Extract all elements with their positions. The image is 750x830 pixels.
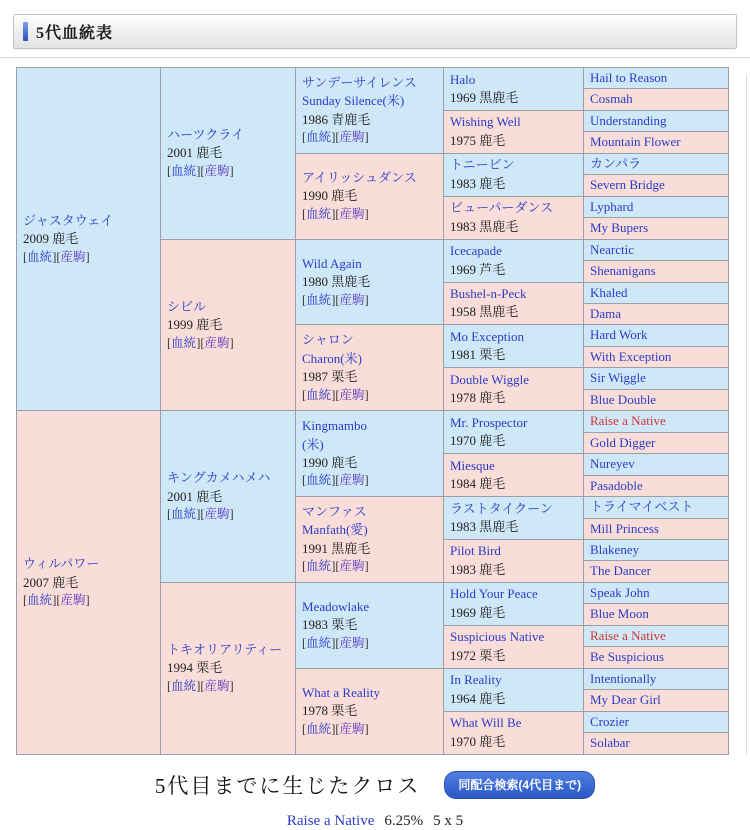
pedigree-cell-gen4-16 bbox=[444, 711, 584, 754]
offspring-link[interactable]: 産駒 bbox=[339, 130, 365, 145]
horse-link[interactable]: Blue Double bbox=[590, 391, 657, 407]
cell-links: [血統][産駒] bbox=[167, 678, 234, 693]
pedigree-cell-gen5-25 bbox=[584, 582, 729, 603]
pedigree-cell-gen5-3 bbox=[584, 110, 729, 131]
pedigree-cell-gen4-4 bbox=[444, 196, 584, 239]
horse-link[interactable]: Intentionally bbox=[590, 670, 657, 686]
birth-year-coat: 1990 鹿毛 bbox=[302, 188, 358, 204]
cross-section bbox=[0, 770, 750, 800]
offspring-link[interactable]: 産駒 bbox=[339, 559, 365, 574]
horse-link[interactable]: Pasadoble bbox=[590, 477, 643, 493]
horse-link[interactable]: Blakeney bbox=[590, 541, 640, 557]
horse-link[interactable]: マンファス bbox=[302, 503, 367, 519]
pedigree-cell-gen4-13 bbox=[444, 582, 584, 625]
pedigree-cell-gen4-15 bbox=[444, 668, 584, 711]
birth-year-coat: 1980 黒鹿毛 bbox=[302, 274, 371, 290]
offspring-link[interactable]: 産駒 bbox=[339, 292, 365, 307]
offspring-link[interactable]: 産駒 bbox=[339, 473, 365, 488]
horse-link[interactable]: サンデーサイレンス bbox=[302, 74, 417, 90]
horse-link[interactable]: ハーツクライ bbox=[167, 126, 244, 142]
birth-year-coat: 1958 黒鹿毛 bbox=[450, 304, 519, 320]
pedigree-cell-gen5-27 bbox=[584, 625, 729, 646]
horse-link[interactable]: シャロン bbox=[302, 332, 354, 348]
pedigree-cell-gen1-1 bbox=[17, 68, 161, 411]
pedigree-cell-gen5-32 bbox=[584, 733, 729, 754]
horse-link[interactable]: Suspicious Native bbox=[450, 629, 545, 645]
blood-link[interactable]: 血統 bbox=[306, 292, 332, 307]
page-right-divider bbox=[746, 74, 747, 754]
cell-links: [血統][産駒] bbox=[302, 130, 369, 145]
offspring-link[interactable]: 産駒 bbox=[339, 635, 365, 650]
birth-year-coat: 1975 鹿毛 bbox=[450, 132, 506, 148]
birth-year-coat: 1986 青鹿毛 bbox=[302, 111, 371, 127]
horse-link[interactable]: Wishing Well bbox=[450, 114, 521, 130]
birth-year-coat: 1990 鹿毛 bbox=[302, 455, 358, 470]
horse-link-secondary[interactable]: Manfath(愛) bbox=[302, 522, 368, 538]
pedigree-cell-gen5-31 bbox=[584, 711, 729, 732]
pedigree-cell-gen5-7 bbox=[584, 196, 729, 217]
horse-link[interactable]: Severn Bridge bbox=[590, 177, 665, 193]
pedigree-cell-gen1-2 bbox=[17, 411, 161, 754]
pedigree-cell-gen5-10 bbox=[584, 261, 729, 282]
horse-link[interactable]: トニービン bbox=[450, 157, 515, 173]
cross-percent: 6.25% bbox=[384, 812, 424, 829]
pedigree-cell-gen5-21 bbox=[584, 497, 729, 518]
horse-link[interactable]: ラストタイクーン bbox=[450, 500, 553, 516]
horse-link[interactable]: What Will Be bbox=[450, 715, 522, 731]
horse-link[interactable]: Bushel-n-Peck bbox=[450, 286, 527, 302]
horse-link-secondary[interactable]: Sunday Silence(米) bbox=[302, 93, 405, 109]
horse-link[interactable]: Raise a Native bbox=[590, 627, 666, 643]
horse-link[interactable]: In Reality bbox=[450, 672, 502, 688]
birth-year-coat: 1981 栗毛 bbox=[450, 347, 506, 363]
horse-link[interactable]: Hail to Reason bbox=[590, 70, 668, 85]
cell-links: [血統][産駒] bbox=[302, 473, 369, 488]
horse-link[interactable]: Raise a Native bbox=[590, 413, 666, 429]
horse-link[interactable]: With Exception bbox=[590, 348, 672, 364]
pedigree-cell-gen2-2 bbox=[161, 239, 296, 411]
pedigree-cell-gen4-12 bbox=[444, 539, 584, 582]
blood-link[interactable]: 血統 bbox=[171, 163, 197, 178]
horse-link[interactable]: Khaled bbox=[590, 284, 628, 300]
birth-year-coat: 1969 芦毛 bbox=[450, 261, 506, 277]
horse-link[interactable]: Be Suspicious bbox=[590, 649, 665, 665]
pedigree-cell-gen5-13 bbox=[584, 325, 729, 346]
blood-link[interactable]: 血統 bbox=[171, 507, 197, 522]
blood-link[interactable]: 血統 bbox=[306, 206, 332, 221]
pedigree-cell-gen5-1 bbox=[584, 68, 729, 89]
blood-link[interactable]: 血統 bbox=[171, 678, 197, 693]
horse-link[interactable]: カンパラ bbox=[590, 155, 642, 171]
pedigree-cell-gen3-5 bbox=[296, 411, 444, 497]
birth-year-coat: 1970 鹿毛 bbox=[450, 733, 506, 749]
pedigree-cell-gen5-9 bbox=[584, 239, 729, 260]
pedigree-cell-gen5-8 bbox=[584, 218, 729, 239]
pedigree-cell-gen4-9 bbox=[444, 411, 584, 454]
pedigree-cell-gen5-5 bbox=[584, 153, 729, 174]
pedigree-cell-gen5-24 bbox=[584, 561, 729, 582]
pedigree-cell-gen5-30 bbox=[584, 690, 729, 711]
horse-link[interactable]: キングカメハメハ bbox=[167, 470, 271, 486]
cell-links: [血統][産駒] bbox=[302, 559, 369, 574]
pedigree-cell-gen5-26 bbox=[584, 604, 729, 625]
pedigree-cell-gen5-29 bbox=[584, 668, 729, 689]
horse-link[interactable]: Blue Moon bbox=[590, 606, 649, 622]
horse-link[interactable]: Shenanigans bbox=[590, 263, 656, 279]
cross-horse-link[interactable]: Raise a Native bbox=[286, 812, 375, 829]
cell-links: [血統][産駒] bbox=[167, 335, 234, 350]
horse-link[interactable]: Mill Princess bbox=[590, 520, 659, 536]
pedigree-cell-gen4-1 bbox=[444, 68, 584, 111]
horse-link[interactable]: Meadowlake bbox=[302, 598, 370, 614]
horse-link[interactable]: Understanding bbox=[590, 112, 667, 128]
cross-title: 5代目までに生じたクロス bbox=[154, 773, 421, 798]
horse-link[interactable]: トライマイベスト bbox=[590, 499, 694, 515]
pedigree-cell-gen4-10 bbox=[444, 454, 584, 497]
blood-link[interactable]: 血統 bbox=[306, 721, 332, 736]
cell-links: [血統][産駒] bbox=[302, 206, 369, 221]
pedigree-cell-gen2-1 bbox=[161, 68, 296, 240]
pedigree-cell-gen5-17 bbox=[584, 411, 729, 432]
pedigree-cell-gen3-7 bbox=[296, 582, 444, 668]
pedigree-cell-gen3-6 bbox=[296, 497, 444, 583]
cell-links: [血統][産駒] bbox=[302, 387, 369, 402]
offspring-link[interactable]: 産駒 bbox=[339, 721, 365, 736]
offspring-link[interactable]: 産駒 bbox=[339, 387, 365, 402]
horse-link[interactable]: Nureyev bbox=[590, 456, 635, 472]
pedigree-cell-gen5-28 bbox=[584, 647, 729, 668]
horse-link[interactable]: My Dear Girl bbox=[590, 692, 661, 708]
horse-link[interactable]: Miesque bbox=[450, 457, 495, 473]
pedigree-cell-gen3-3 bbox=[296, 239, 444, 325]
pedigree-cell-gen4-8 bbox=[444, 368, 584, 411]
pedigree-cell-gen5-22 bbox=[584, 518, 729, 539]
birth-year-coat: 1983 黒鹿毛 bbox=[450, 218, 519, 234]
pedigree-cell-gen4-6 bbox=[444, 282, 584, 325]
pedigree-cell-gen5-18 bbox=[584, 432, 729, 453]
birth-year-coat: 1984 鹿毛 bbox=[450, 476, 506, 492]
birth-year-coat: 1987 栗毛 bbox=[302, 369, 358, 385]
blood-link[interactable]: 血統 bbox=[306, 387, 332, 402]
pedigree-cell-gen5-6 bbox=[584, 175, 729, 196]
birth-year-coat: 1969 黒鹿毛 bbox=[450, 89, 519, 105]
birth-year-coat: 2001 鹿毛 bbox=[167, 145, 223, 161]
horse-link[interactable]: Lyphard bbox=[590, 198, 634, 214]
horse-link[interactable]: ビューパーダンス bbox=[450, 200, 554, 216]
horse-link[interactable]: Nearctic bbox=[590, 241, 635, 257]
horse-link[interactable]: Dama bbox=[590, 305, 622, 321]
pedigree-cell-gen4-3 bbox=[444, 153, 584, 196]
blood-link[interactable]: 血統 bbox=[306, 130, 332, 145]
pedigree-cell-gen3-2 bbox=[296, 153, 444, 239]
header-divider bbox=[0, 57, 750, 58]
birth-year-coat: 2007 鹿毛 bbox=[23, 574, 79, 590]
offspring-link[interactable]: 産駒 bbox=[204, 335, 230, 350]
horse-link[interactable]: Solabar bbox=[590, 735, 630, 751]
pedigree-cell-gen5-23 bbox=[584, 539, 729, 560]
birth-year-coat: 1983 鹿毛 bbox=[450, 561, 506, 577]
horse-link[interactable]: トキオリアリティー bbox=[167, 641, 283, 657]
birth-year-coat: 1983 黒鹿毛 bbox=[450, 519, 519, 535]
horse-link-secondary[interactable]: Charon(米) bbox=[302, 350, 362, 366]
offspring-link[interactable]: 産駒 bbox=[60, 249, 86, 264]
pedigree-cell-gen4-7 bbox=[444, 325, 584, 368]
header-accent-bar bbox=[23, 22, 28, 41]
horse-link[interactable]: ジャスタウェイ bbox=[23, 212, 114, 228]
pedigree-cell-gen3-4 bbox=[296, 325, 444, 411]
birth-year-coat: 1978 鹿毛 bbox=[450, 390, 506, 406]
blood-link[interactable]: 血統 bbox=[27, 592, 53, 607]
cell-links: [血統][産駒] bbox=[302, 721, 369, 736]
birth-year-coat: 1972 栗毛 bbox=[450, 647, 506, 663]
horse-link[interactable]: アイリッシュダンス bbox=[302, 169, 417, 185]
blood-link[interactable]: 血統 bbox=[27, 249, 53, 264]
birth-year-coat: 1999 鹿毛 bbox=[167, 317, 223, 333]
birth-year-coat: 1991 黒鹿毛 bbox=[302, 540, 371, 556]
pedigree-row bbox=[17, 411, 729, 432]
cell-links: [血統][産駒] bbox=[23, 592, 90, 607]
horse-link[interactable]: Kingmambo bbox=[302, 418, 367, 434]
horse-link[interactable]: My Bupers bbox=[590, 220, 649, 236]
horse-link[interactable]: Pilot Bird bbox=[450, 543, 501, 559]
horse-link-secondary[interactable]: (米) bbox=[302, 436, 324, 452]
pedigree-cell-gen4-2 bbox=[444, 110, 584, 153]
horse-link[interactable]: Sir Wiggle bbox=[590, 370, 646, 386]
pedigree-cell-gen5-16 bbox=[584, 389, 729, 410]
pedigree-cell-gen4-11 bbox=[444, 497, 584, 540]
cell-links: [血統][産駒] bbox=[302, 292, 369, 307]
pedigree-cell-gen5-19 bbox=[584, 454, 729, 475]
birth-year-coat: 2001 鹿毛 bbox=[167, 488, 223, 504]
horse-link[interactable]: Cosmah bbox=[590, 91, 633, 107]
cell-links: [血統][産駒] bbox=[23, 249, 90, 264]
blood-link[interactable]: 血統 bbox=[306, 635, 332, 650]
pedigree-cell-gen2-3 bbox=[161, 411, 296, 583]
horse-link[interactable]: Icecapade bbox=[450, 243, 502, 259]
pedigree-cell-gen5-12 bbox=[584, 303, 729, 324]
horse-link[interactable]: Mr. Prospector bbox=[450, 414, 528, 430]
birth-year-coat: 1970 鹿毛 bbox=[450, 433, 506, 449]
horse-link[interactable]: Double Wiggle bbox=[450, 371, 530, 387]
cell-links: [血統][産駒] bbox=[302, 635, 369, 650]
same-mating-search-button[interactable]: 同配合検索(4代目まで) bbox=[444, 771, 595, 799]
offspring-link[interactable]: 産駒 bbox=[204, 507, 230, 522]
horse-link[interactable]: Gold Digger bbox=[590, 434, 656, 450]
pedigree-cell-gen2-4 bbox=[161, 582, 296, 754]
pedigree-row bbox=[17, 68, 729, 89]
pedigree-cell-gen3-8 bbox=[296, 668, 444, 754]
horse-link[interactable]: ウィルパワー bbox=[23, 556, 100, 572]
pedigree-cell-gen5-2 bbox=[584, 89, 729, 110]
pedigree-cell-gen5-4 bbox=[584, 132, 729, 153]
horse-link[interactable]: Halo bbox=[450, 71, 476, 87]
page-title: 5代血統表 bbox=[36, 25, 114, 42]
horse-link[interactable]: What a Reality bbox=[302, 684, 380, 700]
offspring-link[interactable]: 産駒 bbox=[204, 678, 230, 693]
horse-link[interactable]: Hard Work bbox=[590, 327, 648, 343]
blood-link[interactable]: 血統 bbox=[171, 335, 197, 350]
horse-link[interactable]: Mo Exception bbox=[450, 328, 525, 344]
pedigree-cell-gen5-15 bbox=[584, 368, 729, 389]
pedigree-cell-gen5-11 bbox=[584, 282, 729, 303]
pedigree-table bbox=[16, 67, 729, 755]
blood-link[interactable]: 血統 bbox=[306, 473, 332, 488]
offspring-link[interactable]: 産駒 bbox=[60, 592, 86, 607]
birth-year-coat: 1983 栗毛 bbox=[302, 617, 358, 633]
cross-pattern: 5 x 5 bbox=[433, 812, 464, 829]
birth-year-coat: 1978 栗毛 bbox=[302, 703, 358, 719]
birth-year-coat: 1983 鹿毛 bbox=[450, 175, 506, 191]
horse-link[interactable]: Crozier bbox=[590, 713, 629, 729]
pedigree-cell-gen4-5 bbox=[444, 239, 584, 282]
offspring-link[interactable]: 産駒 bbox=[204, 163, 230, 178]
horse-link[interactable]: Speak John bbox=[590, 584, 650, 600]
cell-links: [血統][産駒] bbox=[167, 163, 234, 178]
pedigree-cell-gen5-14 bbox=[584, 346, 729, 367]
birth-year-coat: 2009 鹿毛 bbox=[23, 231, 79, 247]
pedigree-cell-gen4-14 bbox=[444, 625, 584, 668]
horse-link[interactable]: シビル bbox=[167, 298, 207, 314]
horse-link[interactable]: Mountain Flower bbox=[590, 134, 681, 150]
pedigree-cell-gen5-20 bbox=[584, 475, 729, 496]
blood-link[interactable]: 血統 bbox=[306, 559, 332, 574]
birth-year-coat: 1964 鹿毛 bbox=[450, 690, 506, 706]
birth-year-coat: 1969 鹿毛 bbox=[450, 604, 506, 620]
pedigree-page bbox=[0, 14, 750, 829]
horse-link[interactable]: Hold Your Peace bbox=[450, 586, 538, 602]
section-header bbox=[13, 14, 737, 49]
horse-link[interactable]: The Dancer bbox=[590, 563, 651, 579]
pedigree-cell-gen3-1 bbox=[296, 68, 444, 154]
offspring-link[interactable]: 産駒 bbox=[339, 206, 365, 221]
birth-year-coat: 1994 栗毛 bbox=[167, 660, 223, 676]
cross-result-line bbox=[0, 813, 750, 830]
cell-links: [血統][産駒] bbox=[167, 507, 234, 522]
horse-link[interactable]: Wild Again bbox=[302, 255, 362, 271]
